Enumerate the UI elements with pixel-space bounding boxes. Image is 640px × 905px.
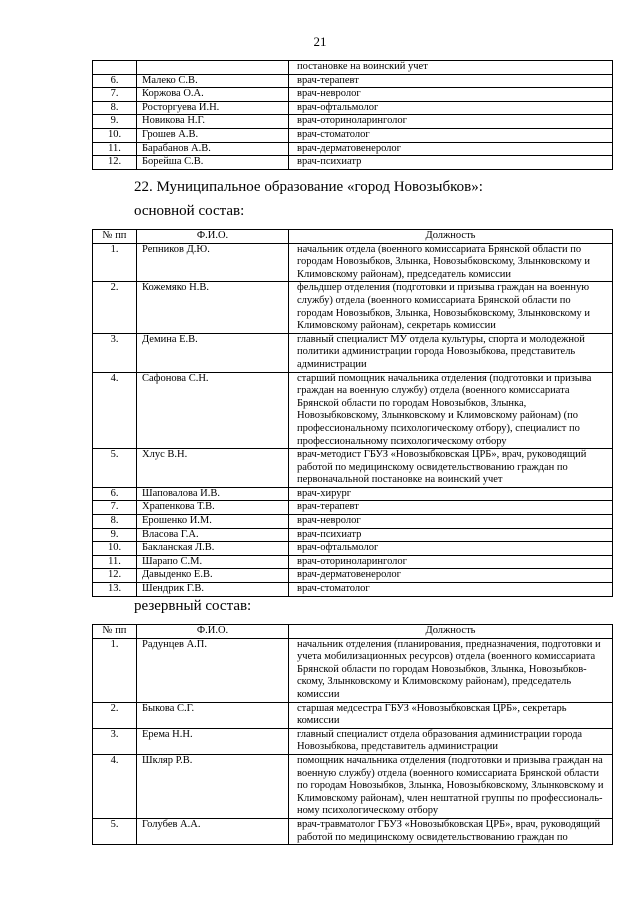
position-line: Климовскому районам), председатель комиссии: [297, 268, 512, 280]
cell-number: 8.: [93, 515, 137, 529]
cell-position: постановке на воинский учет: [289, 61, 613, 75]
cell-number: 10.: [93, 542, 137, 556]
position-line: первоначальной постановке на воинский учет: [297, 474, 503, 486]
position-line: начальник отдела (военного комиссариата Брянской области по: [297, 243, 582, 255]
cell-fio: Давыденко Е.В.: [137, 569, 289, 583]
cell-number: 9.: [93, 528, 137, 542]
cell-fio: Хлус В.Н.: [137, 449, 289, 488]
table-row: [93, 487, 613, 501]
position-line: профессиональному психологическому отбору: [297, 435, 507, 447]
cell-fio: Ерема Н.Н.: [137, 728, 289, 754]
cell-fio: Шарапо С.М.: [137, 555, 289, 569]
cell-number: 12.: [93, 569, 137, 583]
cell-fio: Кожемяко Н.В.: [137, 282, 289, 333]
cell-position: врач-дерматовенеролог: [289, 142, 613, 156]
cell-number: 1.: [93, 638, 137, 702]
position-line: ному психологическому отбору: [297, 805, 439, 817]
table-row: [93, 243, 613, 282]
cell-position: [289, 243, 613, 282]
position-line: врач-психиатр: [297, 528, 362, 540]
position-line: главный специалист МУ отдела культуры, спорта и молодежной: [297, 333, 585, 345]
cell-fio: Шкляр Р.В.: [137, 754, 289, 818]
position-line: скому, Злынковскому и Климовскому районам), председатель: [297, 676, 572, 688]
cell-number: 6.: [93, 487, 137, 501]
position-line: старшая медсестра ГБУЗ «Новозыбковская ЦРБ», секретарь: [297, 702, 567, 714]
position-line: помощник начальника отделения (подготовки и призыва граждан на: [297, 754, 603, 766]
position-line: работой по медицинскому освидетельствованию граждан по: [297, 461, 568, 473]
cell-fio: Голубев А.А.: [137, 818, 289, 844]
position-line: граждан на военную службу) отдела (военного комиссариата: [297, 385, 570, 397]
reserve-composition-table: [92, 624, 613, 845]
position-line: врач-терапевт: [297, 501, 359, 513]
cell-number: 12.: [93, 156, 137, 170]
cell-position: [289, 555, 613, 569]
table-row: [93, 569, 613, 583]
position-line: фельдшер отделения (подготовки и призыва граждан на военную: [297, 282, 590, 294]
table-row: [93, 333, 613, 372]
position-line: городам Новозыбков, Злынка, Новозыбковскому, Злынковскому и: [297, 307, 590, 319]
position-line: врач-оториноларинголог: [297, 555, 407, 567]
main-composition-table: [92, 229, 613, 597]
table-row: [93, 74, 613, 88]
cell-fio: Росторгуева И.Н.: [137, 101, 289, 115]
position-line: главный специалист отдела образования администрации города: [297, 728, 583, 740]
cell-number: 11.: [93, 555, 137, 569]
position-line: врач-стоматолог: [297, 583, 370, 595]
table-row: [93, 754, 613, 818]
cell-fio: Малеко С.В.: [137, 74, 289, 88]
header-number: № пп: [93, 625, 137, 639]
cell-number: 8.: [93, 101, 137, 115]
position-line: врач-невролог: [297, 515, 361, 527]
cell-fio: Новикова Н.Г.: [137, 115, 289, 129]
cell-fio: Сафонова С.Н.: [137, 372, 289, 449]
table-row: [93, 372, 613, 449]
position-line: врач-хирург: [297, 487, 352, 499]
position-line: военную службу) отдела (военного комиссариата Брянской области: [297, 767, 600, 779]
position-line: врач-методист ГБУЗ «Новозыбковская ЦРБ», врач, руководящий: [297, 449, 587, 461]
header-position: Должность: [289, 230, 613, 244]
cell-number: 7.: [93, 501, 137, 515]
position-line: городам Новозыбков, Злынка, Новозыбковскому, Злынковскому и: [297, 256, 590, 268]
cell-fio: Быкова С.Г.: [137, 702, 289, 728]
cell-position: врач-оториноларинголог: [289, 115, 613, 129]
cell-number: 7.: [93, 88, 137, 102]
table-header-row: [93, 625, 613, 639]
table-row: [93, 728, 613, 754]
table-row: [93, 142, 613, 156]
position-line: врач-офтальмолог: [297, 542, 379, 554]
position-line: профессиональному психологическому отбору), специалист по: [297, 422, 580, 434]
table-row: [93, 555, 613, 569]
cell-number: 11.: [93, 142, 137, 156]
cell-position: [289, 569, 613, 583]
table-row: [93, 515, 613, 529]
position-line: Новозыбкова, представитель администрации: [297, 741, 498, 753]
header-position: Должность: [289, 625, 613, 639]
position-line: начальник отделения (планирования, предназначения, подготовки и: [297, 638, 601, 650]
continuation-table: [92, 60, 613, 170]
cell-fio: [137, 61, 289, 75]
table-row: [93, 101, 613, 115]
table-row: [93, 583, 613, 597]
table-row: [93, 115, 613, 129]
cell-position: [289, 282, 613, 333]
cell-number: 9.: [93, 115, 137, 129]
cell-fio: Храпенкова Т.В.: [137, 501, 289, 515]
table-row: [93, 818, 613, 844]
cell-number: 4.: [93, 754, 137, 818]
position-line: врач-дерматовенеролог: [297, 569, 401, 581]
cell-position: врач-невролог: [289, 88, 613, 102]
table-row: [93, 61, 613, 75]
cell-number: 10.: [93, 128, 137, 142]
position-line: Брянской области по городам Новозыбков, Злынка, Новозыбков-: [297, 663, 587, 675]
position-line: старший помощник начальника отделения (подготовки и призыва: [297, 372, 592, 384]
main-composition-label: основной состав:: [134, 203, 245, 219]
position-line: комиссии: [297, 688, 340, 700]
position-line: комиссии: [297, 715, 340, 727]
cell-number: 3.: [93, 333, 137, 372]
reserve-composition-label: резервный состав:: [134, 598, 252, 614]
cell-fio: Коржова О.А.: [137, 88, 289, 102]
cell-position: [289, 515, 613, 529]
position-line: администрации: [297, 358, 367, 370]
cell-fio: Власова Г.А.: [137, 528, 289, 542]
table-header-row: [93, 230, 613, 244]
position-line: Климовскому районам), секретарь комиссии: [297, 320, 496, 332]
cell-fio: Грошев А.В.: [137, 128, 289, 142]
cell-fio: Радунцев А.П.: [137, 638, 289, 702]
cell-position: врач-стоматолог: [289, 128, 613, 142]
position-line: Новозыбковскому, Злынковскому и Климовскому районам) (по: [297, 410, 579, 422]
position-line: службу) отдела (военного комиссариата Брянской области по: [297, 294, 571, 306]
table-row: [93, 528, 613, 542]
cell-fio: Борейша С.В.: [137, 156, 289, 170]
cell-fio: Бакланская Л.В.: [137, 542, 289, 556]
table-row: [93, 156, 613, 170]
position-line: работой по медицинскому освидетельствованию граждан по: [297, 831, 568, 843]
table-row: [93, 449, 613, 488]
position-line: Брянской области по городам Новозыбков, Злынка,: [297, 397, 527, 409]
cell-number: 5.: [93, 449, 137, 488]
position-line: учета мобилизационных ресурсов) отдела (военного комиссариата: [297, 651, 596, 663]
cell-number: 2.: [93, 282, 137, 333]
header-fio: Ф.И.О.: [137, 230, 289, 244]
table-row: [93, 282, 613, 333]
cell-number: 6.: [93, 74, 137, 88]
cell-position: врач-психиатр: [289, 156, 613, 170]
cell-fio: Барабанов А.В.: [137, 142, 289, 156]
cell-position: врач-офтальмолог: [289, 101, 613, 115]
cell-fio: Ерошенко И.М.: [137, 515, 289, 529]
position-line: врач-травматолог ГБУЗ «Новозыбковская ЦРБ», врач, руководящий: [297, 818, 601, 830]
cell-fio: Демина Е.В.: [137, 333, 289, 372]
table-row: [93, 88, 613, 102]
page-number: 21: [313, 34, 327, 49]
cell-position: [289, 501, 613, 515]
cell-position: [289, 487, 613, 501]
cell-number: 1.: [93, 243, 137, 282]
cell-number: 13.: [93, 583, 137, 597]
cell-position: [289, 449, 613, 488]
cell-position: [289, 638, 613, 702]
cell-number: 5.: [93, 818, 137, 844]
cell-number: 3.: [93, 728, 137, 754]
cell-number: 4.: [93, 372, 137, 449]
cell-position: [289, 528, 613, 542]
cell-position: [289, 728, 613, 754]
cell-number: [93, 61, 137, 75]
header-fio: Ф.И.О.: [137, 625, 289, 639]
table-row: [93, 702, 613, 728]
section-heading: 22. Муниципальное образование «город Новозыбков»:: [134, 179, 483, 195]
position-line: по городам Новозыбков, Злынка, Новозыбковскому, Злынковскому и: [297, 780, 604, 792]
position-line: Климовскому районам), член нештатной группы по профессиональ-: [297, 792, 603, 804]
cell-position: [289, 333, 613, 372]
position-line: политики администрации города Новозыбкова, представитель: [297, 346, 576, 358]
cell-position: [289, 702, 613, 728]
cell-position: [289, 542, 613, 556]
table-row: [93, 542, 613, 556]
table-row: [93, 638, 613, 702]
cell-number: 2.: [93, 702, 137, 728]
cell-position: [289, 583, 613, 597]
cell-fio: Репников Д.Ю.: [137, 243, 289, 282]
cell-position: [289, 372, 613, 449]
cell-fio: Шендрик Г.В.: [137, 583, 289, 597]
cell-fio: Шаповалова И.В.: [137, 487, 289, 501]
table-row: [93, 128, 613, 142]
table-row: [93, 501, 613, 515]
cell-position: врач-терапевт: [289, 74, 613, 88]
cell-position: [289, 818, 613, 844]
cell-position: [289, 754, 613, 818]
header-number: № пп: [93, 230, 137, 244]
